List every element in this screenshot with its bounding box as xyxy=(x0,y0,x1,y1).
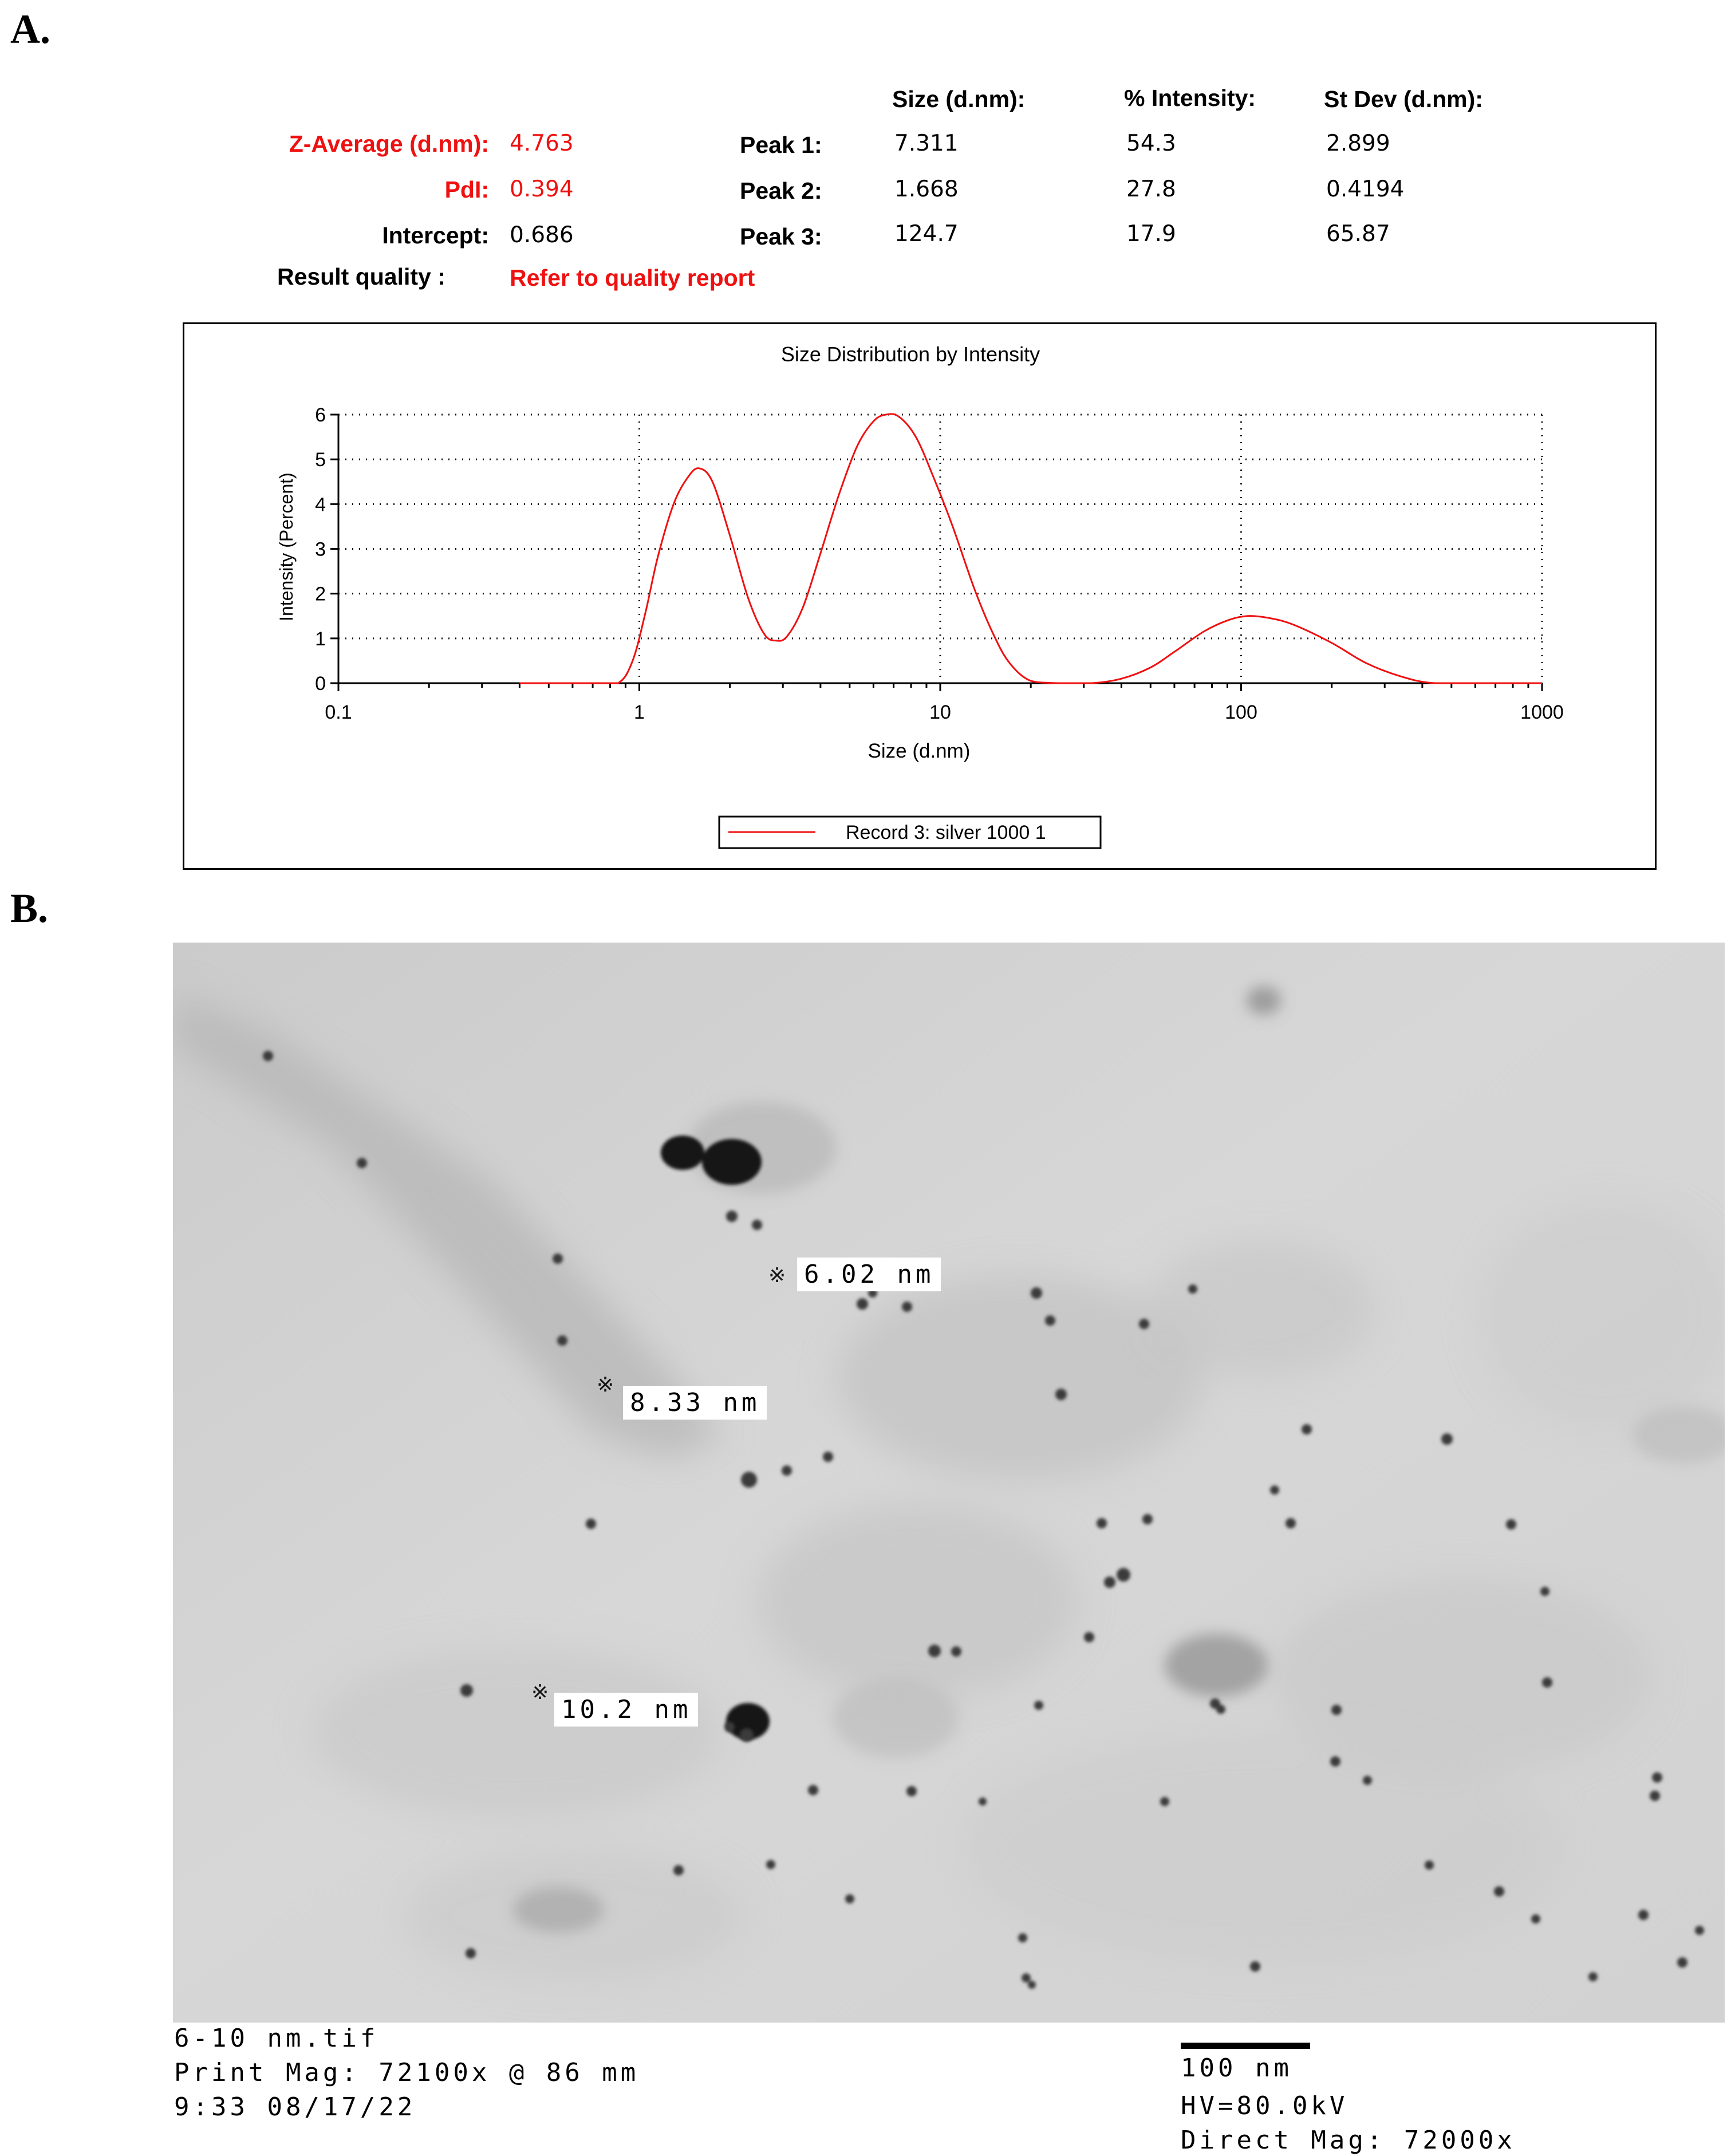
intensity-header: % Intensity: xyxy=(1124,85,1256,111)
peak-2-label: Peak 2: xyxy=(740,178,822,204)
nanoparticle-dot xyxy=(1677,1957,1687,1968)
x-tick-label: 0.1 xyxy=(325,701,352,723)
y-tick-label: 0 xyxy=(315,673,326,695)
nanoparticle-dot xyxy=(808,1785,818,1795)
nanoparticle-dot xyxy=(553,1254,563,1264)
measurement-label-3: 10.2 nm xyxy=(554,1693,698,1727)
nanoparticle-dot xyxy=(845,1894,854,1903)
peak-3-stdev: 65.87 xyxy=(1326,221,1390,247)
size-header: Size (d.nm): xyxy=(892,86,1026,112)
nanoparticle-dot xyxy=(1018,1933,1027,1942)
nanoparticle-dot xyxy=(1652,1772,1662,1783)
peak-1-size: 7.311 xyxy=(894,131,959,156)
y-axis-label: Intensity (Percent) xyxy=(276,472,297,621)
peak-2-size: 1.668 xyxy=(894,176,959,202)
nanoparticle-dot xyxy=(823,1452,833,1462)
nanoparticle-dot xyxy=(1363,1776,1372,1785)
nanoparticle-dot xyxy=(1286,1518,1296,1528)
pdi-value: 0.394 xyxy=(510,176,574,202)
nanoparticle-dot xyxy=(1216,1705,1225,1714)
nanoparticle-dot xyxy=(1188,1284,1197,1294)
nanoparticle-dot xyxy=(466,1948,476,1958)
result-quality-link[interactable]: Refer to quality report xyxy=(510,265,755,291)
grid-layer xyxy=(338,415,1542,683)
nanoparticle-dot xyxy=(906,1786,917,1796)
nanoparticle-dot xyxy=(902,1302,912,1312)
nanoparticle-dot xyxy=(263,1051,273,1061)
nanoparticle-dot xyxy=(357,1158,367,1168)
nanoparticle-dot xyxy=(1139,1319,1149,1329)
measurement-label-1: 6.02 nm xyxy=(797,1258,941,1291)
x-tick-label: 1 xyxy=(634,701,645,723)
nanoparticle-dot xyxy=(928,1645,941,1657)
nanoparticle-dot xyxy=(1084,1632,1094,1642)
nanoparticle-dot xyxy=(1494,1886,1504,1897)
tick-labels xyxy=(315,404,1564,723)
nanoparticle-dot xyxy=(1028,1981,1036,1989)
nanoparticle-dot xyxy=(1302,1424,1312,1434)
nanoparticle-dot xyxy=(857,1298,868,1310)
nanoparticle-dot xyxy=(1588,1972,1598,1981)
series-layer xyxy=(519,414,1542,683)
nanoparticle-dot xyxy=(1097,1518,1107,1528)
nanoparticle-dot xyxy=(1117,1568,1130,1582)
peak-1-intensity: 54.3 xyxy=(1126,131,1176,156)
peak-1-label: Peak 1: xyxy=(740,132,822,158)
y-tick-label: 2 xyxy=(315,583,326,605)
stdev-header: St Dev (d.nm): xyxy=(1324,86,1483,112)
y-tick-label: 5 xyxy=(315,449,326,471)
nanoparticle-dot xyxy=(673,1865,684,1875)
peak-3-label: Peak 3: xyxy=(740,223,822,250)
intercept-value: 0.686 xyxy=(510,222,574,248)
nanoparticle-dot xyxy=(1531,1914,1540,1924)
nanoparticle-dot xyxy=(1034,1701,1043,1710)
nanoparticle-dot xyxy=(724,1722,735,1732)
nanoparticle-dot xyxy=(1695,1926,1704,1935)
nanoparticle-dot xyxy=(951,1646,961,1657)
nanoparticle-dot xyxy=(741,1472,757,1488)
nanoparticle-dot xyxy=(1650,1791,1660,1801)
y-tick-label: 6 xyxy=(315,404,326,426)
peak-2-intensity: 27.8 xyxy=(1126,176,1176,202)
y-tick-label: 4 xyxy=(315,494,326,516)
nanoparticle-dot xyxy=(1160,1797,1169,1806)
nanoparticle-dot xyxy=(1425,1861,1434,1870)
scale-bar xyxy=(1181,2043,1310,2049)
series-line xyxy=(519,414,1542,683)
marker-8-33: ※ xyxy=(597,1373,614,1397)
tem-high-voltage: HV=80.0kV xyxy=(1181,2091,1348,2120)
x-tick-label: 100 xyxy=(1225,701,1257,723)
nanoparticle-dot xyxy=(740,1728,754,1742)
y-tick-label: 1 xyxy=(315,628,326,650)
marker-6-02: ※ xyxy=(768,1264,786,1287)
peak-3-size: 124.7 xyxy=(894,221,959,247)
nanoparticle-dot xyxy=(586,1519,596,1529)
legend xyxy=(719,817,1101,848)
chart-title: Size Distribution by Intensity xyxy=(780,342,1040,366)
peak-1-stdev: 2.899 xyxy=(1326,131,1390,156)
nanoparticle-dot xyxy=(1104,1576,1115,1588)
nanoparticle-dot xyxy=(1031,1287,1042,1299)
panel-a-label: A. xyxy=(10,6,50,52)
tem-micrograph xyxy=(173,943,1725,2023)
nanoparticle-dot xyxy=(1540,1587,1549,1596)
tem-direct-mag: Direct Mag: 72000x xyxy=(1181,2126,1516,2155)
nanoparticle-dot xyxy=(766,1860,775,1869)
y-tick-label: 3 xyxy=(315,538,326,561)
z-average-value: 4.763 xyxy=(510,131,574,156)
scale-bar-label: 100 nm xyxy=(1181,2053,1292,2083)
z-average-label: Z-Average (d.nm): xyxy=(289,131,489,157)
peak-2-stdev: 0.4194 xyxy=(1326,176,1405,202)
nanoparticle-dot xyxy=(979,1798,987,1806)
legend-label: Record 3: silver 1000 1 xyxy=(846,822,1046,844)
pdi-label: PdI: xyxy=(444,176,489,203)
marker-10-2: ※ xyxy=(531,1681,549,1704)
tem-filename: 6-10 nm.tif xyxy=(174,2024,379,2053)
nanoparticle-dot xyxy=(1330,1756,1340,1767)
nanoparticle-dot xyxy=(1142,1514,1153,1524)
nanoparticle-dot xyxy=(1506,1519,1516,1530)
tem-image xyxy=(173,943,1725,2023)
nanoparticle-dot xyxy=(557,1335,567,1346)
nanoparticle-dot xyxy=(1441,1433,1453,1445)
nanoparticle-dot xyxy=(726,1211,738,1222)
nanoparticle-dot xyxy=(460,1684,473,1697)
result-quality-label: Result quality : xyxy=(277,263,445,290)
nanoparticle-dot xyxy=(782,1465,792,1476)
nanoparticle-dot xyxy=(1250,1961,1260,1972)
nanoparticle-dot xyxy=(1542,1677,1552,1688)
peak-3-intensity: 17.9 xyxy=(1126,221,1176,247)
tem-timestamp: 9:33 08/17/22 xyxy=(174,2092,416,2122)
nanoparticle-dot xyxy=(752,1220,762,1230)
nanoparticle-dot xyxy=(1270,1485,1279,1495)
x-tick-label: 10 xyxy=(929,701,951,723)
axes-layer xyxy=(330,415,1542,691)
nanoparticle-dot xyxy=(1045,1315,1055,1326)
nanoparticle-dot xyxy=(1022,1973,1031,1982)
nanoparticle-dot xyxy=(1331,1705,1342,1715)
intercept-label: Intercept: xyxy=(382,222,489,249)
panel-b-label: B. xyxy=(10,885,49,931)
x-tick-label: 1000 xyxy=(1520,701,1564,723)
tem-print-mag: Print Mag: 72100x @ 86 mm xyxy=(174,2058,640,2087)
measurement-label-2: 8.33 nm xyxy=(623,1386,767,1420)
x-axis-label: Size (d.nm) xyxy=(868,740,971,762)
nanoparticle-dot xyxy=(1638,1910,1649,1920)
nanoparticle-dot xyxy=(1055,1389,1067,1400)
size-distribution-chart xyxy=(183,322,1657,870)
